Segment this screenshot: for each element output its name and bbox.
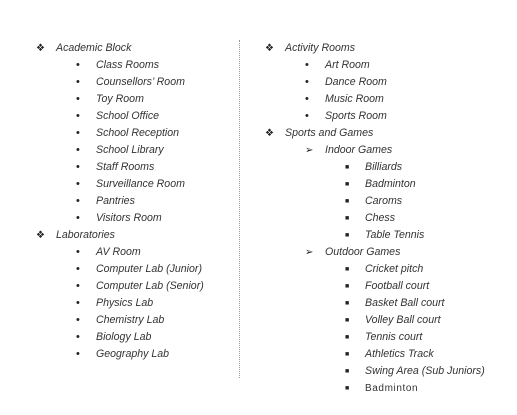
list-item [36,176,236,193]
bullet-bullet-icon: • [76,280,80,292]
list-item [36,312,236,329]
list-item-label: Computer Lab (Senior) [96,280,204,292]
list-item [265,74,515,91]
bullet-bullet-icon: • [76,195,80,207]
subsection-heading-label: Indoor Games [325,144,393,156]
list-item-label: Volley Ball court [365,314,441,326]
list-item [36,57,236,74]
bullet-bullet-icon: • [76,59,80,71]
bullet-bullet-icon: • [76,110,80,122]
square-bullet-icon: ■ [345,164,350,171]
section-heading [36,227,236,244]
square-bullet-icon: ■ [345,368,350,375]
bullet-bullet-icon: • [76,297,80,309]
list-item-label: Badminton [365,178,416,190]
bullet-bullet-icon: • [76,314,80,326]
bullet-bullet-icon: • [305,93,309,105]
list-item-label: Athletics Track [365,348,434,360]
list-item-label: Music Room [325,93,384,105]
list-item-label: Dance Room [325,76,387,88]
list-item [265,363,515,380]
square-bullet-icon: ■ [345,351,350,358]
diamond-bullet-icon: ❖ [265,43,274,54]
list-item-label: Art Room [325,59,370,71]
section-heading-label: Activity Rooms [285,42,356,54]
subsection-heading [265,142,515,159]
list-item [265,57,515,74]
arrow-bullet-icon: ➢ [305,247,314,258]
list-item [265,295,515,312]
list-item [265,227,515,244]
section-heading [36,40,236,57]
list-item [36,193,236,210]
list-item [265,346,515,363]
square-bullet-icon: ■ [345,385,350,392]
bullet-bullet-icon: • [76,212,80,224]
bullet-bullet-icon: • [305,110,309,122]
list-item-label: Chemistry Lab [96,314,165,326]
list-item [265,380,515,397]
list-item-label: Visitors Room [96,212,162,224]
subsection-heading [265,244,515,261]
square-bullet-icon: ■ [345,283,350,290]
list-item [36,261,236,278]
list-item-label: Caroms [365,195,403,207]
section-heading-label: Sports and Games [285,127,374,139]
bullet-bullet-icon: • [76,246,80,258]
list-item [265,159,515,176]
list-item-label: AV Room [96,246,141,258]
list-item [265,91,515,108]
list-item-label: School Reception [96,127,180,139]
list-item [36,346,236,363]
list-item [36,329,236,346]
list-item [265,176,515,193]
list-item-label: Computer Lab (Junior) [96,263,202,275]
section-heading [265,125,515,142]
list-item [36,74,236,91]
list-item [36,295,236,312]
list-item [36,142,236,159]
subsection-heading-label: Outdoor Games [325,246,401,258]
bullet-bullet-icon: • [305,76,309,88]
list-item-label: Class Rooms [96,59,159,71]
list-item [36,278,236,295]
arrow-bullet-icon: ➢ [305,145,314,156]
list-item-label: Biology Lab [96,331,152,343]
square-bullet-icon: ■ [345,300,350,307]
bullet-bullet-icon: • [76,263,80,275]
list-item [36,91,236,108]
square-bullet-icon: ■ [345,215,350,222]
list-item [265,312,515,329]
list-item [265,261,515,278]
list-item-label: Badminton [365,383,419,394]
bullet-bullet-icon: • [76,348,80,360]
diamond-bullet-icon: ❖ [36,230,45,241]
bullet-bullet-icon: • [76,76,80,88]
list-item-label: Cricket pitch [365,263,424,275]
list-item [36,244,236,261]
list-item [265,329,515,346]
diamond-bullet-icon: ❖ [36,43,45,54]
column-divider [239,40,240,378]
list-item [36,159,236,176]
bullet-bullet-icon: • [76,161,80,173]
bullet-bullet-icon: • [76,144,80,156]
square-bullet-icon: ■ [345,181,350,188]
list-item-label: Swing Area (Sub Juniors) [365,365,485,377]
square-bullet-icon: ■ [345,317,350,324]
list-item-label: Table Tennis [365,229,425,241]
list-item-label: Tennis court [365,331,423,343]
right-column [265,40,515,397]
list-item [36,108,236,125]
section-heading-label: Laboratories [56,229,115,241]
list-item-label: Pantries [96,195,135,207]
list-item-label: Geography Lab [96,348,170,360]
list-item-label: Chess [365,212,396,224]
list-item [265,108,515,125]
list-item-label: Counsellors’ Room [96,76,185,88]
list-item [265,278,515,295]
list-item [265,193,515,210]
section-heading-label: Academic Block [56,42,132,54]
list-item-label: Billiards [365,161,403,173]
square-bullet-icon: ■ [345,232,350,239]
list-item-label: Surveillance Room [96,178,185,190]
bullet-bullet-icon: • [76,93,80,105]
bullet-bullet-icon: • [76,178,80,190]
bullet-bullet-icon: • [76,331,80,343]
left-column [36,40,236,363]
list-item [265,210,515,227]
list-item-label: Toy Room [96,93,144,105]
bullet-bullet-icon: • [76,127,80,139]
list-item-label: Football court [365,280,430,292]
square-bullet-icon: ■ [345,334,350,341]
list-item-label: Staff Rooms [96,161,155,173]
list-item-label: Basket Ball court [365,297,445,309]
section-heading [265,40,515,57]
list-item-label: School Office [96,110,160,122]
diamond-bullet-icon: ❖ [265,128,274,139]
square-bullet-icon: ■ [345,266,350,273]
square-bullet-icon: ■ [345,198,350,205]
list-item [36,210,236,227]
list-item [36,125,236,142]
list-item-label: School Library [96,144,164,156]
list-item-label: Sports Room [325,110,387,122]
list-item-label: Physics Lab [96,297,154,309]
bullet-bullet-icon: • [305,59,309,71]
